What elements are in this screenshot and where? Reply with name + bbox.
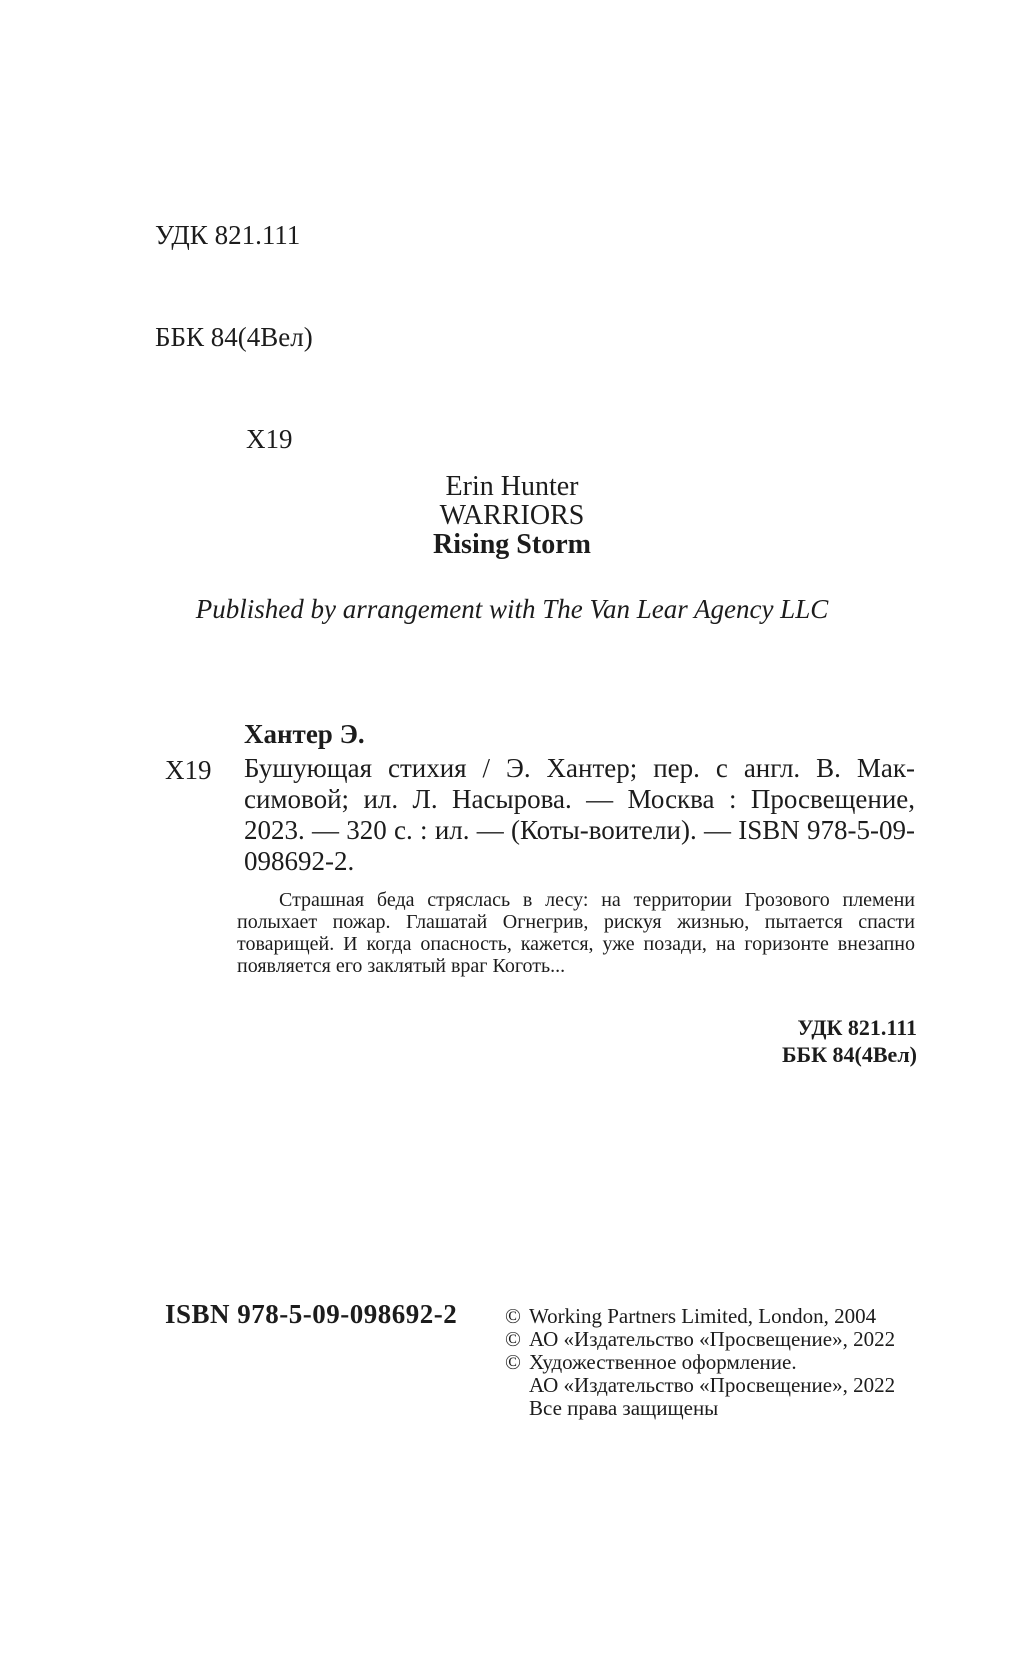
card-author-heading: Хантер Э. — [244, 719, 365, 749]
udk-code-right: УДК 821.111 — [797, 1015, 917, 1040]
book-annotation: Страшная беда стряслась в лесу: на территории Грозового племени полыхает пожар. Глашатай Огнегрив, рискуя жизнью, пытается спасти товарищей. И когда опасность, кажется, уже позади, на горизонте внезапно появляется его заклятый враг Коготь... — [237, 889, 915, 977]
bbk-code: ББК 84(4Вел) — [155, 322, 313, 352]
copyright-entry — [505, 1305, 945, 1328]
classification-block-right — [782, 1014, 917, 1068]
series-title: WARRIORS — [439, 500, 585, 531]
copyright-text: Все права защищены — [529, 1396, 719, 1420]
copyright-symbol: © — [505, 1304, 521, 1328]
author-name: Erin Hunter — [445, 471, 579, 502]
isbn-number: ISBN 978-5-09-098692-2 — [165, 1299, 458, 1329]
bbk-code-right: ББК 84(4Вел) — [782, 1042, 917, 1067]
udk-code: УДК 821.111 — [155, 220, 301, 250]
author-sign-code: Х19 — [246, 424, 293, 454]
card-author-sign-code: Х19 — [165, 755, 212, 785]
classification-block — [155, 150, 313, 490]
copyright-block — [505, 1305, 945, 1420]
card-bibliographic-entry: Бушующая стихия / Э. Хантер; пер. с англ. В. Максимовой; ил. Л. Насырова. — Москва : Просвещение, 2023. — 320 с. : ил. — (Коты-воители). — ISBN 978-5-09-098692-2. — [244, 753, 915, 876]
copyright-text: Working Partners Limited, London, 2004 — [529, 1304, 877, 1328]
original-title-block — [0, 472, 1024, 559]
copyright-text: АО «Издательство «Просвещение», 2022 — [529, 1327, 896, 1351]
book-title: Rising Storm — [433, 529, 591, 560]
copyright-text: Художественное оформление. — [529, 1350, 797, 1374]
copyright-entry — [505, 1351, 945, 1374]
copyright-symbol — [505, 1374, 529, 1397]
copyright-symbol: © — [505, 1350, 521, 1374]
copyright-symbol — [505, 1397, 529, 1420]
copyright-text: АО «Издательство «Просвещение», 2022 — [529, 1373, 896, 1397]
agency-note: Published by arrangement with The Van Lear Agency LLC — [195, 594, 829, 624]
copyright-symbol: © — [505, 1327, 521, 1351]
copyright-entry — [505, 1397, 945, 1420]
catalog-card — [155, 719, 915, 877]
copyright-entry — [505, 1328, 945, 1351]
copyright-entry — [505, 1374, 945, 1397]
